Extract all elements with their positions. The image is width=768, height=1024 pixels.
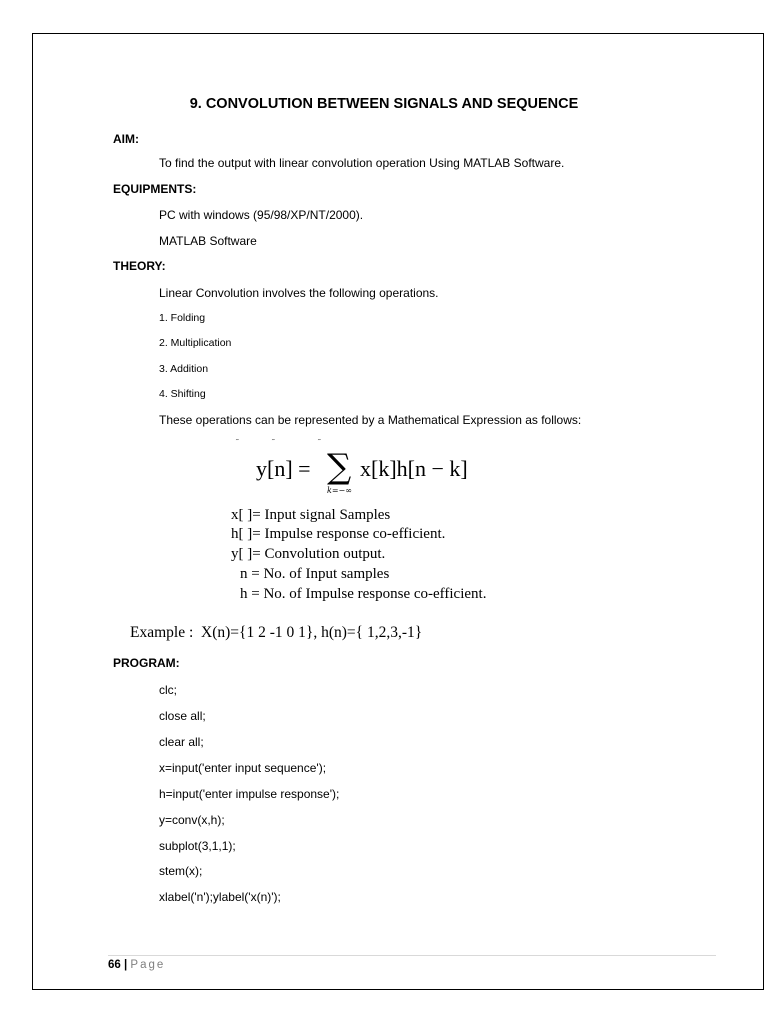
theory-step: 2. Multiplication (159, 337, 232, 349)
footer-divider (108, 955, 716, 956)
page-footer (108, 959, 165, 971)
definition-line: h = No. of Impulse response co-efficient. (240, 586, 487, 602)
definition-line: n = No. of Input samples (240, 566, 390, 582)
theory-heading: THEORY: (113, 259, 166, 273)
scan-mark: ˜ (318, 438, 321, 447)
definition-line: x[ ]= Input signal Samples (231, 507, 391, 523)
theory-intro: Linear Convolution involves the following operations. (159, 286, 439, 300)
scan-mark: ˜ (236, 438, 239, 447)
formula-lhs: y[n] = (256, 456, 311, 481)
code-line: subplot(3,1,1); (159, 839, 236, 853)
code-line: close all; (159, 709, 206, 723)
scan-mark: ˜ (272, 438, 275, 447)
aim-text: To find the output with linear convolution operation Using MATLAB Software. (159, 156, 565, 170)
code-line: h=input('enter impulse response'); (159, 787, 340, 801)
formula-rhs: x[k]h[n − k] (360, 456, 468, 481)
theory-step: 4. Shifting (159, 388, 206, 400)
code-line: y=conv(x,h); (159, 813, 225, 827)
summation-lower-limit: k=−∞ (327, 486, 352, 495)
footer-page-label: Page (130, 959, 166, 971)
aim-heading: AIM: (113, 132, 139, 146)
page-border (32, 33, 764, 990)
theory-step: 1. Folding (159, 312, 206, 324)
definition-line: h[ ]= Impulse response co-efficient. (231, 526, 446, 542)
theory-outro: These operations can be represented by a Mathematical Expression as follows: (159, 413, 582, 427)
definition-line: y[ ]= Convolution output. (231, 546, 386, 562)
summation-symbol: ∑ (327, 447, 352, 487)
code-line: clear all; (159, 735, 204, 749)
example-line: Example : X(n)={1 2 -1 0 1}, h(n)={ 1,2,3,-1} (130, 624, 423, 641)
equipment-item: MATLAB Software (159, 234, 257, 248)
code-line: x=input('enter input sequence'); (159, 761, 327, 775)
code-line: xlabel('n');ylabel('x(n)'); (159, 890, 281, 904)
program-heading: PROGRAM: (113, 656, 180, 670)
convolution-formula (232, 447, 532, 506)
code-line: clc; (159, 683, 177, 697)
footer-separator: | (124, 959, 128, 971)
page-title: 9. CONVOLUTION BETWEEN SIGNALS AND SEQUENCE (189, 96, 579, 112)
equipment-item: PC with windows (95/98/XP/NT/2000). (159, 208, 364, 222)
equipments-heading: EQUIPMENTS: (113, 182, 197, 196)
page-number: 66 (108, 959, 121, 971)
code-line: stem(x); (159, 864, 203, 878)
theory-step: 3. Addition (159, 363, 209, 375)
